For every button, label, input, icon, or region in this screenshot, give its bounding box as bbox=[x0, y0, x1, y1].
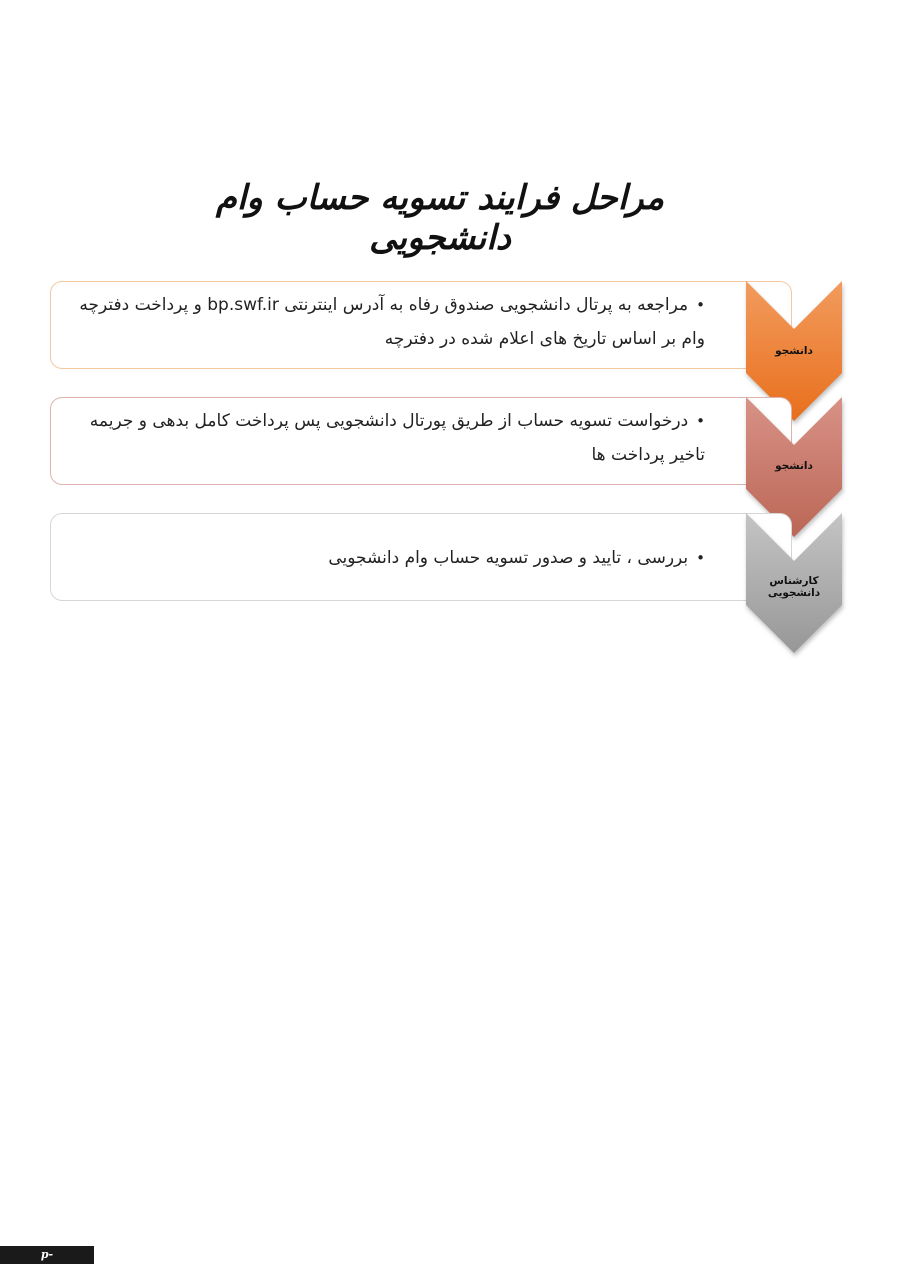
bullet-icon: • bbox=[696, 296, 705, 314]
footer-site-badge[interactable]: p-ahar.tvu.ac.ir bbox=[0, 1246, 94, 1264]
page-title: مراحل فرایند تسویه حساب وام دانشجویی bbox=[215, 178, 665, 258]
step-3-text bbox=[65, 541, 705, 575]
bullet-icon: • bbox=[696, 412, 705, 430]
step-2-actor-label: دانشجو bbox=[775, 460, 813, 472]
step-1-actor-label: دانشجو bbox=[775, 345, 813, 357]
step-2-text bbox=[65, 404, 705, 472]
step-3-line-1: بررسی ، تایید و صدور تسویه حساب وام دانشجویی bbox=[328, 548, 689, 568]
step-box-1 bbox=[50, 281, 792, 369]
step-2-line-1: درخواست تسویه حساب از طریق پورتال دانشجویی پس پرداخت کامل بدهی و جریمه bbox=[89, 411, 689, 431]
step-1-text bbox=[65, 288, 705, 356]
step-3-actor-label: کارشناس دانشجویی bbox=[767, 575, 821, 599]
step-1-line-2: وام بر اساس تاریخ های اعلام شده در دفترچه bbox=[384, 329, 705, 349]
step-box-3 bbox=[50, 513, 792, 601]
step-box-2 bbox=[50, 397, 792, 485]
step-2-line-2: تاخیر پرداخت ها bbox=[591, 445, 705, 465]
step-1-line-1: مراجعه به پرتال دانشجویی صندوق رفاه به آدرس اینترنتی bp.swf.ir و پرداخت دفترچه bbox=[79, 295, 689, 315]
bullet-icon: • bbox=[696, 549, 705, 567]
